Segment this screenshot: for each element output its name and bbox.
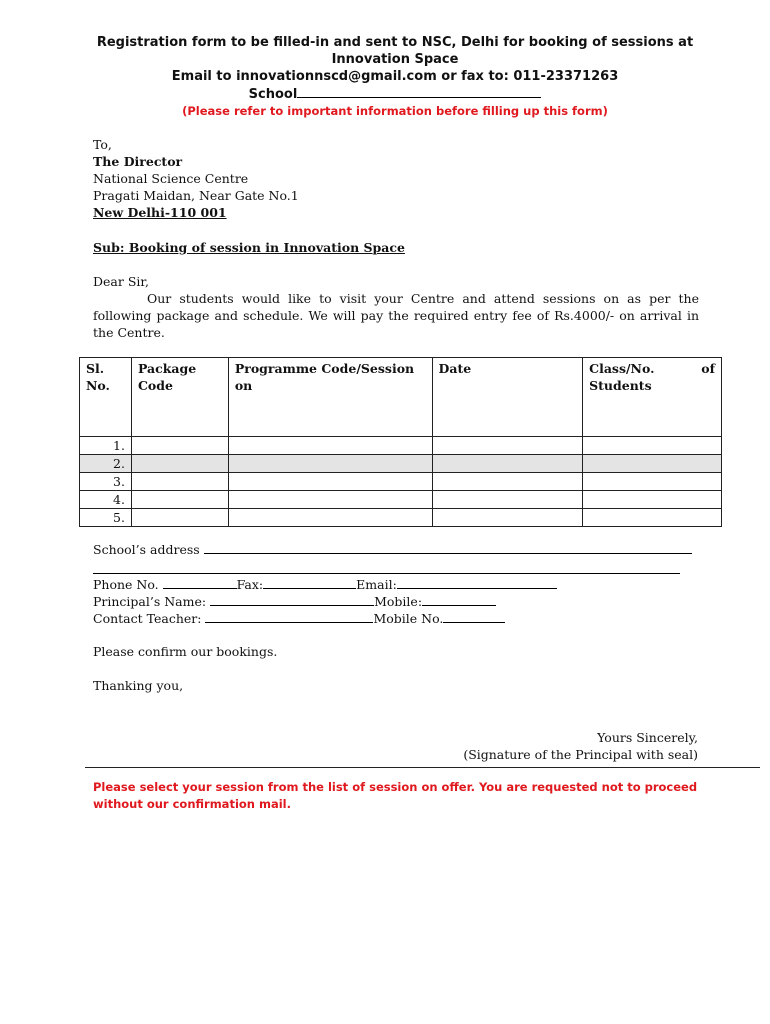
school-address-field <box>93 541 699 558</box>
date-cell[interactable] <box>432 509 583 527</box>
email-label: Email: <box>356 577 397 592</box>
letter-body <box>93 273 699 341</box>
recipient-address <box>93 136 699 221</box>
package-code-cell[interactable] <box>131 437 228 455</box>
row-number: 5. <box>80 509 132 527</box>
thanks-line: Thanking you, <box>93 678 184 693</box>
principal-row <box>93 593 699 610</box>
school-address-input[interactable] <box>204 541 692 554</box>
letter-paragraph: Our students would like to visit your Centre and attend sessions on as per the following package and schedule. We will pay the required entry fee of Rs.4000/- on arrival in the Centre. <box>93 291 699 340</box>
date-cell[interactable] <box>432 455 583 473</box>
divider-line <box>85 767 760 768</box>
header-sl-text: Sl. <box>86 361 105 376</box>
school-field <box>85 85 705 103</box>
header-class-text: Class/No. <box>589 361 655 376</box>
header-no-text: No. <box>86 378 110 393</box>
table-row <box>80 473 722 491</box>
session-booking-table <box>79 357 722 527</box>
row-number: 1. <box>80 437 132 455</box>
package-code-cell[interactable] <box>131 509 228 527</box>
class-students-cell[interactable] <box>583 491 722 509</box>
school-label: School <box>248 87 298 102</box>
phone-input[interactable] <box>163 576 237 589</box>
phone-label: Phone No. <box>93 577 159 592</box>
recipient-street: Pragati Maidan, Near Gate No.1 <box>93 188 299 203</box>
contact-teacher-row <box>93 610 699 627</box>
header-date <box>432 358 583 437</box>
row-number: 3. <box>80 473 132 491</box>
header-of-text: of <box>701 361 715 376</box>
yours-sincerely: Yours Sincerely, <box>597 730 698 745</box>
phone-fax-email-row <box>93 576 699 593</box>
header-class-students <box>583 358 722 437</box>
table-row <box>80 509 722 527</box>
contact-teacher-input[interactable] <box>205 610 373 623</box>
important-notice: (Please refer to important information before filling up this form) <box>182 104 608 118</box>
mobile-label: Mobile: <box>374 594 423 609</box>
salutation: Dear Sir, <box>93 274 149 289</box>
programme-code-cell[interactable] <box>228 473 432 491</box>
footer-warning-note: Please select your session from the list of session on offer. You are requested not to proceed without our confirmation mail. <box>93 780 698 811</box>
table-header-row <box>80 358 722 437</box>
date-cell[interactable] <box>432 491 583 509</box>
contact-line: Email to innovationnscd@gmail.com or fax to: 011-23371263 <box>171 69 619 84</box>
header-session-on-text: on <box>234 378 253 393</box>
table-row <box>80 455 722 473</box>
programme-code-cell[interactable] <box>228 437 432 455</box>
form-header <box>85 34 705 120</box>
row-number: 2. <box>80 455 132 473</box>
mobile-no-label: Mobile No. <box>373 611 444 626</box>
principal-input[interactable] <box>210 593 374 606</box>
programme-code-cell[interactable] <box>228 509 432 527</box>
header-package-text: Package <box>137 361 197 376</box>
mobile-no-input[interactable] <box>443 610 505 623</box>
package-code-cell[interactable] <box>131 491 228 509</box>
header-date-text: Date <box>438 361 472 376</box>
class-students-cell[interactable] <box>583 455 722 473</box>
recipient-title: The Director <box>93 154 183 169</box>
header-sl-no <box>80 358 132 437</box>
header-students-text: Students <box>589 378 652 393</box>
mobile-input[interactable] <box>422 593 496 606</box>
closing-lines <box>93 643 699 694</box>
principal-signature-label: (Signature of the Principal with seal) <box>463 747 698 762</box>
row-number: 4. <box>80 491 132 509</box>
header-code-text: Code <box>137 378 173 393</box>
email-input[interactable] <box>397 576 557 589</box>
class-students-cell[interactable] <box>583 437 722 455</box>
contact-teacher-label: Contact Teacher: <box>93 611 202 626</box>
school-address-input-line2[interactable] <box>93 558 680 574</box>
package-code-cell[interactable] <box>131 455 228 473</box>
fax-label: Fax: <box>236 577 264 592</box>
principal-label: Principal’s Name: <box>93 594 207 609</box>
programme-code-cell[interactable] <box>228 491 432 509</box>
header-package-code <box>131 358 228 437</box>
school-details <box>93 541 699 627</box>
package-code-cell[interactable] <box>131 473 228 491</box>
header-class-line <box>589 360 715 377</box>
recipient-org: National Science Centre <box>93 171 249 186</box>
form-title: Registration form to be filled-in and sent to NSC, Delhi for booking of sessions at <box>96 35 694 50</box>
class-students-cell[interactable] <box>583 509 722 527</box>
date-cell[interactable] <box>432 473 583 491</box>
fax-input[interactable] <box>263 576 356 589</box>
table-row <box>80 491 722 509</box>
programme-code-cell[interactable] <box>228 455 432 473</box>
date-cell[interactable] <box>432 437 583 455</box>
form-title-continued: Innovation Space <box>331 52 459 67</box>
header-programme-text: Programme Code/Session <box>234 361 415 376</box>
school-input-line[interactable] <box>297 85 541 98</box>
confirm-line: Please confirm our bookings. <box>93 644 278 659</box>
spacer <box>93 660 699 677</box>
header-programme-code <box>228 358 432 437</box>
school-address-label: School’s address <box>93 542 200 557</box>
class-students-cell[interactable] <box>583 473 722 491</box>
table-row <box>80 437 722 455</box>
to-label: To, <box>93 137 112 152</box>
recipient-city: New Delhi-110 001 <box>93 205 227 220</box>
subject-line: Sub: Booking of session in Innovation Space <box>93 240 405 255</box>
signature-block <box>463 729 698 763</box>
